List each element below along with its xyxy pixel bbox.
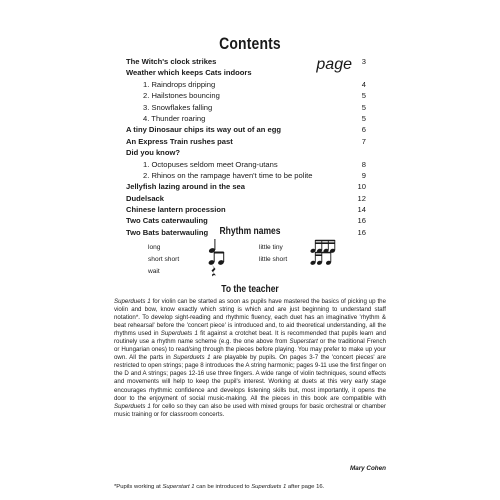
table-of-contents (126, 56, 366, 238)
toc-entry-title: A tiny Dinosaur chips its way out of an egg (126, 125, 281, 135)
toc-entry-title: An Express Train rushes past (126, 136, 233, 146)
paragraph-text: are playable by pupils. On pages 3-7 the 'concert pieces' are restricted to open strings; page 8 introduces the A string harmonic; pages 9-11 use the first finger on the D and A strings; pages 12-16 use three fingers. A wide range of violin techniques, sound effects and movements will help to keep the pupil's interest. Working at duets at this very early stage encourages rhythmic confidence and develops listening skills but, most importantly, it opens the door to the enjoyment of social music-making. All the pieces in this book are compatible with (114, 354, 386, 402)
toc-entry-page: 5 (361, 102, 366, 112)
toc-entry-title: Chinese lantern procession (126, 205, 226, 215)
toc-entry-page: 10 (357, 182, 366, 192)
to-the-teacher-heading: To the teacher (221, 284, 279, 295)
rhythm-label-long: long (148, 244, 161, 251)
toc-page-label: page (316, 56, 352, 73)
toc-entry (126, 181, 366, 192)
toc-entry-title: Jellyfish lazing around in the sea (126, 182, 245, 192)
footnote-text: *Pupils working at (114, 484, 163, 490)
toc-entry-title: 1. Raindrops dripping (143, 79, 216, 89)
rhythm-label-short-short: short short (148, 256, 180, 263)
book-title: Superduets 1 (251, 484, 287, 490)
toc-entry-page: 16 (357, 216, 366, 226)
semiquaver-quaver-note-icon (310, 250, 334, 266)
book-title: Superduets 1 (114, 402, 151, 410)
rhythm-label-little-short: little short (259, 256, 288, 263)
toc-entry-page: 9 (361, 170, 366, 180)
toc-entry-page: 7 (361, 136, 366, 146)
toc-entry-page: 4 (361, 79, 366, 89)
toc-entry (126, 170, 366, 181)
book-title: Superduets 1 (114, 298, 151, 305)
paragraph-text: or the traditional French or Hungarian ones) to read/sing through the pieces before playing. You may prefer to make up your own. All the parts in (114, 338, 386, 362)
book-title: Superstart (289, 338, 318, 346)
toc-entry-title: Dudelsack (126, 193, 164, 203)
toc-entry-page: 5 (361, 113, 366, 123)
rhythm-label-little-tiny: little tiny (259, 244, 283, 251)
toc-entry (126, 147, 366, 158)
rhythm-names-legend (0, 242, 500, 278)
toc-entry (126, 124, 366, 135)
toc-entry-page: 14 (357, 205, 366, 215)
toc-entry-page: 6 (361, 125, 366, 135)
toc-entry (126, 90, 366, 101)
toc-entry-title: Two Bats baterwauling (126, 227, 209, 237)
toc-entry-page: 12 (357, 193, 366, 203)
toc-entry-title: Weather which keeps Cats indoors (126, 68, 252, 78)
toc-entry-page: 8 (361, 159, 366, 169)
toc-entry (126, 67, 366, 78)
toc-entry (126, 204, 366, 215)
toc-entry (126, 56, 366, 67)
toc-entry-page: 16 (357, 227, 366, 237)
footnote-text: can be introduced to (194, 484, 252, 490)
footnote (114, 484, 404, 491)
toc-entry (126, 113, 366, 124)
paragraph-text: for violin can be started as soon as pupils have mastered the basics of picking up the violin and bow, know exactly which string is which and are just beginning to understand staff notation*. To develop sight-reading and rhythmic fluency, each duet has an imaginative 'rhythm & beat rehearsal' before the 'concert piece' is introduced and, to aid theoretical understanding, all the rhythms used in (114, 298, 386, 338)
toc-entry-title: Two Cats caterwauling (126, 216, 208, 226)
toc-entry (126, 136, 366, 147)
toc-entry (126, 159, 366, 170)
author-signature: Mary Cohen (349, 465, 386, 472)
teacher-note-paragraph (114, 298, 386, 419)
toc-entry-page: 5 (361, 91, 366, 101)
crotchet-rest-icon (210, 264, 218, 278)
toc-entry-title: Did you know? (126, 148, 180, 158)
book-title: Superduets 1 (160, 330, 198, 338)
toc-entry (126, 193, 366, 204)
toc-entry (126, 79, 366, 90)
paragraph-text: for cello so they can also be used with mixed groups for basic orchestral or chamber music training or for classroom concerts. (114, 402, 386, 418)
toc-entry-page: 3 (361, 57, 366, 66)
toc-entry-title: 4. Thunder roaring (143, 113, 206, 123)
book-title: Superduets 1 (173, 354, 211, 362)
toc-entry (126, 102, 366, 113)
toc-entry-title: 1. Octopuses seldom meet Orang-utans (143, 159, 278, 169)
rhythm-names-heading: Rhythm names (219, 226, 281, 237)
paragraph-text: fit against a crotchet beat. It is recommended that pupils learn and routinely use a rhythm name scheme (e.g. the one above from (114, 330, 386, 346)
toc-entry-title: 2. Rhinos on the rampage haven't time to be polite (143, 170, 313, 180)
toc-entry-title: 3. Snowflakes falling (143, 102, 213, 112)
footnote-text: after page 16. (286, 484, 325, 490)
rhythm-label-wait: wait (148, 268, 160, 275)
page-title: Contents (219, 34, 281, 53)
book-title: Superstart 1 (162, 484, 195, 490)
toc-entry-title: The Witch's clock strikes (126, 57, 217, 66)
toc-entry-title: 2. Hailstones bouncing (143, 91, 220, 101)
